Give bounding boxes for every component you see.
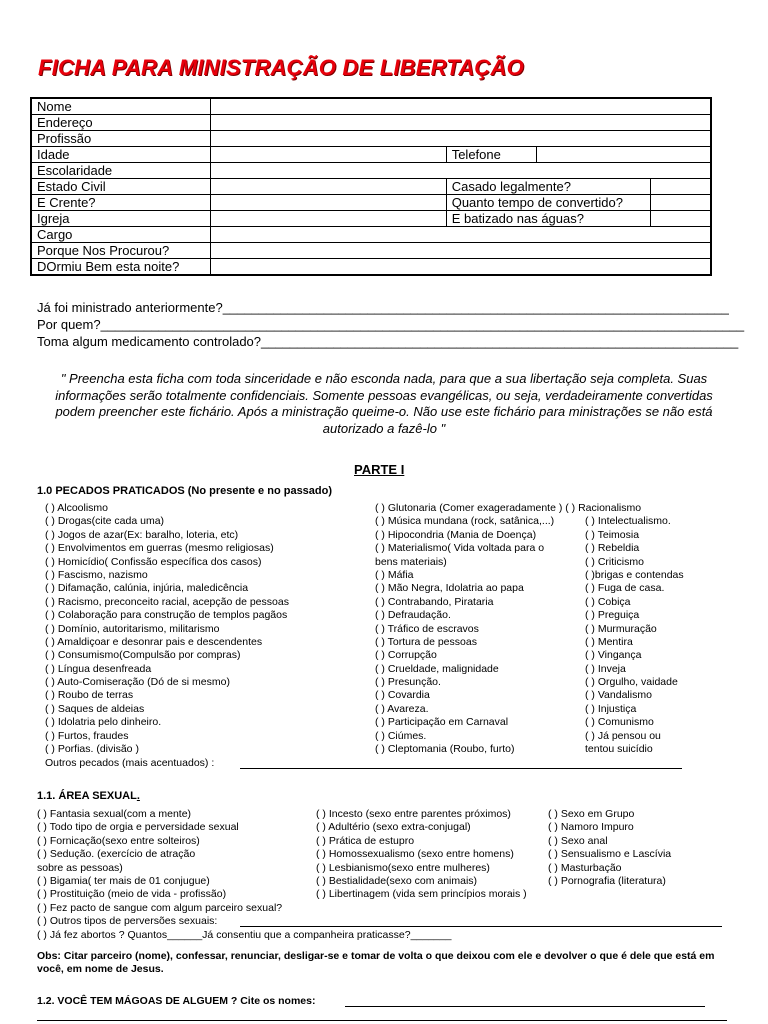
list-item: tentou suicídio bbox=[585, 743, 653, 756]
list-item[interactable]: ( ) Cleptomania (Roubo, furto) bbox=[375, 743, 515, 756]
list-item[interactable]: ( ) Intelectualismo. bbox=[585, 515, 671, 528]
nome-label: Nome bbox=[31, 98, 211, 115]
list-item[interactable]: ( ) Comunismo bbox=[585, 716, 654, 729]
list-item[interactable]: ( ) Crueldade, malignidade bbox=[375, 662, 499, 675]
list-item[interactable]: ( ) Consumismo(Compulsão por compras) bbox=[45, 649, 241, 662]
list-item[interactable]: ( ) Libertinagem (vida sem princípios morais ) bbox=[316, 888, 527, 901]
question-ministrado[interactable]: Já foi ministrado anteriormente?______________________________________________________________________ bbox=[37, 300, 729, 315]
sins-column-3 bbox=[585, 502, 684, 756]
escolaridade-field[interactable] bbox=[211, 163, 711, 179]
observation-note: Obs: Citar parceiro (nome), confessar, renunciar, desligar-se e tomar de volta o que deixou com ele e devolver o que é dele que está em você, em nome de Jesus. bbox=[37, 950, 715, 975]
list-item[interactable]: ( ) Língua desenfreada bbox=[45, 662, 152, 675]
list-item[interactable]: ( ) Criticismo bbox=[585, 555, 644, 568]
list-item[interactable]: ( ) Saques de aldeias bbox=[45, 702, 145, 715]
list-item[interactable]: ( ) Vingança bbox=[585, 649, 642, 662]
section-12-heading: 1.2. VOCÊ TEM MÁGOAS DE ALGUEM ? Cite os nomes: bbox=[37, 995, 316, 1007]
list-item[interactable]: ( ) Racismo, preconceito racial, acepção de pessoas bbox=[45, 595, 289, 608]
dormiu-field[interactable] bbox=[211, 259, 711, 276]
list-item[interactable]: ( ) Hipocondria (Mania de Doença) bbox=[375, 528, 537, 541]
tempo-field[interactable] bbox=[651, 195, 711, 211]
cargo-field[interactable] bbox=[211, 227, 711, 243]
list-item[interactable]: ( ) Defraudação. bbox=[375, 609, 451, 622]
section-11-dot: . bbox=[136, 790, 140, 802]
list-item[interactable]: ( ) Ciúmes. bbox=[375, 729, 427, 742]
telefone-label: Telefone bbox=[446, 147, 536, 163]
casado-field[interactable] bbox=[651, 179, 711, 195]
question-por-quem[interactable]: Por quem?_________________________________________________________________________________________ bbox=[37, 317, 745, 332]
endereco-field[interactable] bbox=[211, 115, 711, 131]
list-item[interactable]: ( ) Orgulho, vaidade bbox=[585, 676, 678, 689]
list-item[interactable]: ( ) Rebeldia bbox=[585, 542, 640, 555]
estado-civil-field[interactable] bbox=[211, 179, 447, 195]
outros-perversoes-label[interactable]: ( ) Outros tipos de perversões sexuais: bbox=[37, 915, 218, 927]
cargo-label: Cargo bbox=[31, 227, 211, 243]
batizado-field[interactable] bbox=[651, 211, 711, 227]
list-item[interactable]: ( ) Fez pacto de sangue com algum parceiro sexual? bbox=[37, 901, 283, 914]
list-item[interactable]: ( )brigas e contendas bbox=[585, 568, 684, 581]
list-item[interactable]: ( ) Contrabando, Pirataria bbox=[375, 595, 494, 608]
list-item[interactable]: ( ) Homicídio( Confissão específica dos casos) bbox=[45, 555, 262, 568]
list-item[interactable]: ( ) Injustiça bbox=[585, 702, 637, 715]
page-title: FICHA PARA MINISTRAÇÃO DE LIBERTAÇÃO bbox=[38, 55, 524, 80]
tempo-label: Quanto tempo de convertido? bbox=[446, 195, 651, 211]
list-item[interactable]: ( ) Covardia bbox=[375, 689, 430, 702]
dormiu-label: DOrmiu Bem esta noite? bbox=[31, 259, 211, 276]
list-item[interactable]: ( ) Bestialidade(sexo com animais) bbox=[316, 874, 478, 887]
list-item[interactable]: ( ) Pornografia (literatura) bbox=[548, 874, 666, 887]
list-item[interactable]: ( ) Prática de estupro bbox=[316, 834, 415, 847]
crente-label: E Crente? bbox=[31, 195, 211, 211]
profissao-label: Profissão bbox=[31, 131, 211, 147]
list-item[interactable]: ( ) Preguiça bbox=[585, 609, 640, 622]
list-item[interactable]: ( ) Fuga de casa. bbox=[585, 582, 665, 595]
list-item[interactable]: ( ) Inveja bbox=[585, 662, 626, 675]
list-item[interactable]: ( ) Lesbianismo(sexo entre mulheres) bbox=[316, 861, 490, 874]
profissao-field[interactable] bbox=[211, 131, 711, 147]
list-item-spacer bbox=[585, 502, 684, 515]
list-item[interactable]: ( ) Já pensou ou bbox=[585, 729, 661, 742]
magoas-line-1[interactable] bbox=[345, 1006, 705, 1007]
endereco-label: Endereço bbox=[31, 115, 211, 131]
igreja-label: Igreja bbox=[31, 211, 211, 227]
instructions-quote: " Preencha esta ficha com toda sinceridade e não esconda nada, para que a sua libertação seja completa. Suas informações serão totalmente confidenciais. Somente pessoas evangélicas, ou seja, verdadeiramente convertidas podem preencher este fichário. Após a ministração queime-o. Não use este fichário para ministrações se não está autorizado a fazê-lo " bbox=[55, 371, 713, 436]
list-item[interactable]: ( ) Sedução. (exercício de atração bbox=[37, 848, 196, 861]
section-10-heading: 1.0 PECADOS PRATICADOS (No presente e no passado) bbox=[37, 485, 333, 497]
list-item[interactable]: ( ) Mão Negra, Idolatria ao papa bbox=[375, 582, 524, 595]
personal-info-table bbox=[30, 97, 712, 276]
list-item[interactable]: ( ) Alcoolismo bbox=[45, 502, 109, 514]
list-item[interactable]: ( ) Difamação, calúnia, injúria, maledicência bbox=[45, 582, 249, 595]
list-item[interactable]: ( ) Tortura de pessoas bbox=[375, 635, 477, 648]
sexual-column-1 bbox=[37, 808, 282, 915]
outros-pecados-line[interactable] bbox=[240, 768, 682, 769]
magoas-line-2[interactable] bbox=[37, 1020, 727, 1021]
list-item[interactable]: ( ) Corrupção bbox=[375, 649, 437, 662]
list-item[interactable]: ( ) Namoro Impuro bbox=[548, 821, 634, 834]
list-item[interactable]: ( ) Tráfico de escravos bbox=[375, 622, 479, 635]
list-item[interactable]: ( ) Música mundana (rock, satânica,...) bbox=[375, 515, 555, 528]
list-item[interactable]: ( ) Amaldiçoar e desonrar pais e descendentes bbox=[45, 635, 263, 648]
question-medicamento[interactable]: Toma algum medicamento controlado?__________________________________________________________________ bbox=[37, 334, 739, 349]
procurou-field[interactable] bbox=[211, 243, 711, 259]
outros-perversoes-line[interactable] bbox=[240, 926, 722, 927]
list-item[interactable]: ( ) Máfia bbox=[375, 568, 414, 581]
outros-pecados-label: Outros pecados (mais acentuados) : bbox=[45, 757, 215, 769]
sexual-column-3 bbox=[548, 808, 671, 888]
list-item[interactable]: ( ) Incesto (sexo entre parentes próximos) bbox=[316, 808, 511, 820]
list-item: sobre as pessoas) bbox=[37, 861, 123, 874]
list-item[interactable]: ( ) Auto-Comiseração (Dó de si mesmo) bbox=[45, 676, 230, 689]
list-item[interactable]: ( ) Adultério (sexo extra-conjugal) bbox=[316, 821, 471, 834]
list-item[interactable]: ( ) Todo tipo de orgia e perversidade sexual bbox=[37, 821, 239, 834]
procurou-label: Porque Nos Procurou? bbox=[31, 243, 211, 259]
nome-field[interactable] bbox=[211, 98, 711, 115]
abortos-question[interactable]: ( ) Já fez abortos ? Quantos______Já consentiu que a companheira praticasse?_______ bbox=[37, 929, 452, 941]
list-item[interactable]: ( ) Jogos de azar(Ex: baralho, loteria, etc) bbox=[45, 528, 239, 541]
crente-field[interactable] bbox=[211, 195, 447, 211]
list-item[interactable]: ( ) Glutonaria (Comer exageradamente ) ( ) Racionalismo bbox=[375, 502, 642, 514]
list-item[interactable]: ( ) Fantasia sexual(com a mente) bbox=[37, 808, 192, 820]
list-item[interactable]: ( ) Prostituição (meio de vida - profissão) bbox=[37, 888, 227, 901]
list-item[interactable]: ( ) Porfias. (divisão ) bbox=[45, 743, 139, 756]
list-item[interactable]: ( ) Materialismo( Vida voltada para o bbox=[375, 542, 545, 555]
list-item[interactable]: ( ) Teimosia bbox=[585, 528, 640, 541]
list-item[interactable]: ( ) Participação em Carnaval bbox=[375, 716, 509, 729]
list-item[interactable]: ( ) Presunção. bbox=[375, 676, 441, 689]
list-item[interactable]: ( ) Homossexualismo (sexo entre homens) bbox=[316, 848, 514, 861]
estado-civil-label: Estado Civil bbox=[31, 179, 211, 195]
list-item[interactable]: ( ) Masturbação bbox=[548, 861, 622, 874]
list-item[interactable]: ( ) Murmuração bbox=[585, 622, 657, 635]
list-item[interactable]: ( ) Sexo anal bbox=[548, 834, 608, 847]
parte-heading: PARTE I bbox=[354, 462, 405, 477]
list-item[interactable]: ( ) Cobiça bbox=[585, 595, 631, 608]
list-item[interactable]: ( ) Idolatria pelo dinheiro. bbox=[45, 716, 162, 729]
list-item[interactable]: ( ) Furtos, fraudes bbox=[45, 729, 129, 742]
sins-column-1 bbox=[45, 502, 289, 756]
list-item[interactable]: ( ) Fornicação(sexo entre solteiros) bbox=[37, 834, 200, 847]
casado-label: Casado legalmente? bbox=[446, 179, 651, 195]
list-item[interactable]: ( ) Vandalismo bbox=[585, 689, 652, 702]
escolaridade-label: Escolaridade bbox=[31, 163, 211, 179]
sexual-column-2 bbox=[316, 808, 527, 902]
list-item[interactable]: ( ) Avareza. bbox=[375, 702, 429, 715]
list-item[interactable]: ( ) Sexo em Grupo bbox=[548, 808, 635, 820]
list-item[interactable]: ( ) Drogas(cite cada uma) bbox=[45, 515, 165, 528]
idade-field[interactable] bbox=[211, 147, 447, 163]
list-item[interactable]: ( ) Mentira bbox=[585, 635, 633, 648]
batizado-label: E batizado nas águas? bbox=[446, 211, 651, 227]
list-item[interactable]: ( ) Bigamia( ter mais de 01 conjugue) bbox=[37, 874, 210, 887]
idade-label: Idade bbox=[31, 147, 211, 163]
list-item[interactable]: ( ) Sensualismo e Lascívia bbox=[548, 848, 672, 861]
list-item[interactable]: ( ) Envolvimentos em guerras (mesmo religiosas) bbox=[45, 542, 274, 555]
list-item[interactable]: ( ) Domínio, autoritarismo, militarismo bbox=[45, 622, 220, 635]
list-item[interactable]: ( ) Fascismo, nazismo bbox=[45, 568, 148, 581]
section-11-title: 1.1. ÁREA SEXUAL bbox=[37, 790, 137, 802]
igreja-field[interactable] bbox=[211, 211, 447, 227]
section-11-heading bbox=[37, 790, 140, 802]
telefone-field[interactable] bbox=[536, 147, 711, 163]
list-item[interactable]: ( ) Roubo de terras bbox=[45, 689, 134, 702]
list-item: bens materiais) bbox=[375, 555, 447, 568]
list-item[interactable]: ( ) Colaboração para construção de templos pagãos bbox=[45, 609, 288, 622]
